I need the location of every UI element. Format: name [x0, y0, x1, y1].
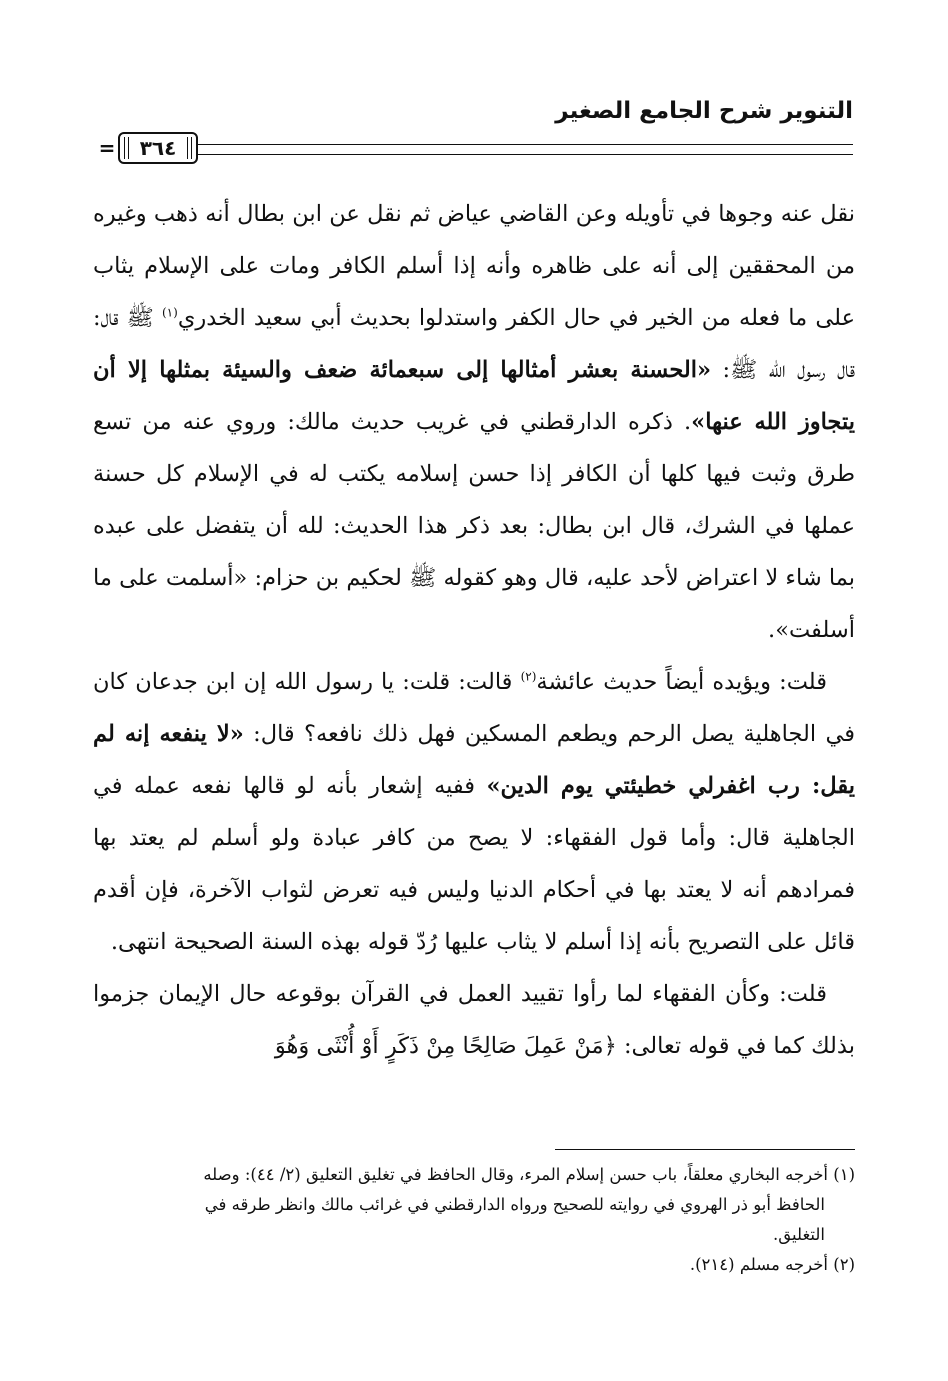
footnote-1-line-1: (١) أخرجه البخاري معلقاً، باب حسن إسلام المرء، وقال الحافظ في تغليق التعليق (٢/ ٤٤): وصله — [203, 1165, 855, 1184]
hadith-quote-1: «الحسنة بعشر أمثالها إلى سبعمائة ضعف والسيئة بمثلها إلا أن يتجاوز الله عنها» — [93, 357, 855, 435]
footnote-ref-1[interactable]: (١) — [161, 305, 178, 320]
page-number-frame — [118, 132, 198, 164]
header-rule-bottom — [122, 154, 853, 155]
page-marker — [93, 133, 121, 163]
para3-text: قلت: وكأن الفقهاء لما رأوا تقييد العمل في القرآن بوقوعه حال الإيمان جزموا بذلك كما في قوله تعالى: ﴿مَنْ عَمِلَ صَالِحًا مِنْ ذَكَرٍ أَوْ أُنْثَى وَهُوَ — [93, 981, 855, 1059]
header-rule-top — [122, 144, 853, 145]
footnote-ref-2[interactable]: (٢) — [520, 669, 537, 684]
footnote-1-line-3: التغليق. — [773, 1225, 825, 1244]
paragraph-1 — [93, 188, 855, 656]
running-header-title: التنوير شرح الجامع الصغير — [555, 98, 853, 124]
para1-text-a: نقل عنه وجوها في تأويله وعن القاضي عياض ثم نقل عن ابن بطال أنه ذهب وغيره من المحققين إلى أنه على ظاهره وأنه إذا أسلم الكافر ومات على الإسلام يثاب على ما فعله من الخير في حال الكفر واستدلوا بحديث أبي سعيد الخدري — [93, 201, 855, 331]
para1-text-b: ﷺ قال: قال رسول الله ﷺ: — [93, 305, 856, 383]
footnote-separator — [555, 1149, 855, 1150]
page-number: ٣٦٤ — [139, 136, 177, 160]
paragraph-2 — [93, 656, 855, 968]
para2-text-a: قلت: ويؤيده أيضاً حديث عائشة — [536, 669, 827, 695]
para1-text-c: . ذكره الدارقطني في غريب حديث مالك: وروي عنه من تسع طرق وثبت فيها كلها أن الكافر إذا حسن إسلامه يكتب له في الإسلام كل حسنة عملها في الشرك، قال ابن بطال: بعد ذكر هذا الحديث: لله أن يتفضل على عبده بما شاء لا اعتراض لأحد عليه، قال وهو كقوله ﷺ لحكيم بن حزام: «أسلمت على ما أسلفت». — [93, 409, 855, 643]
footnotes — [93, 1160, 855, 1280]
page-marker-symbol: = — [98, 136, 116, 160]
main-text — [93, 188, 855, 1072]
hadith-quote-2: «لا ينفعه إنه لم يقل: رب اغفرلي خطيئتي يوم الدين» — [93, 721, 855, 799]
paragraph-3 — [93, 968, 855, 1072]
para2-text-c: ففيه إشعار بأنه لو قالها نفعه عمله في الجاهلية قال: وأما قول الفقهاء: لا يصح من كافر عبادة ولو أسلم لم يعتد بها فمرادهم أنه لا يعتد بها في أحكام الدنيا وليس فيه تعرض لثواب الآخرة، فإن أقدم قائل على التصريح بأنه إذا أسلم لا يثاب عليها رُدّ قوله بهذه السنة الصحيحة انتهى. — [93, 773, 855, 955]
footnote-1-line-2: الحافظ أبو ذر الهروي في روايته للصحيح ورواه الدارقطني في غرائب مالك وانظر طرقه في — [204, 1195, 825, 1214]
para2-text-b: قالت: قلت: يا رسول الله إن ابن جدعان كان في الجاهلية يصل الرحم ويطعم المسكين فهل ذلك نافعه؟ قال: — [93, 669, 855, 747]
footnote-2: (٢) أخرجه مسلم (٢١٤). — [689, 1255, 855, 1274]
